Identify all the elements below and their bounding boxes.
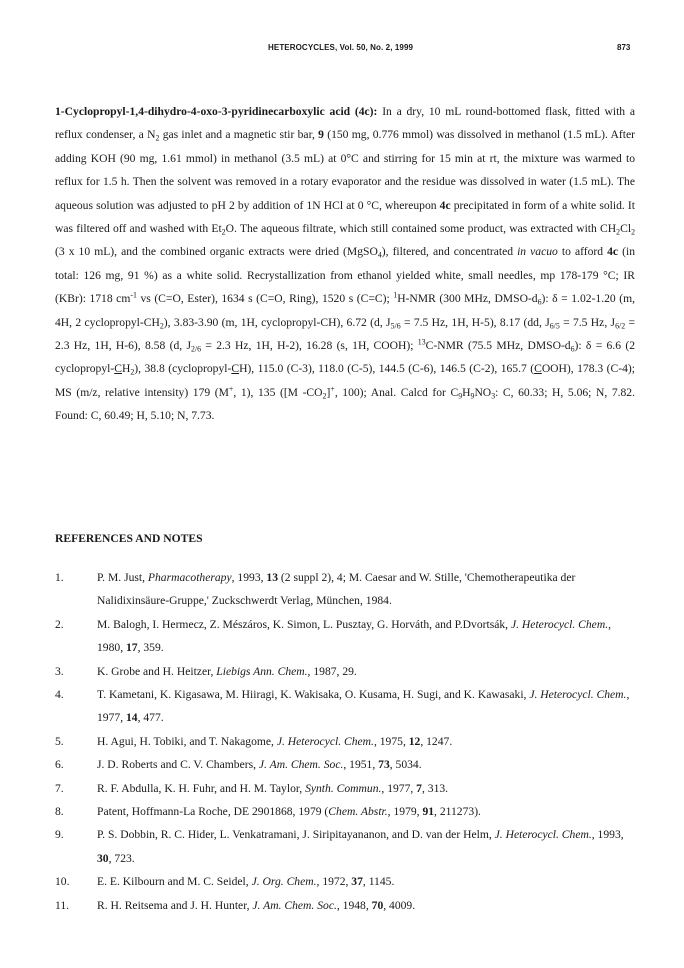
reference-pages: , 477. (137, 711, 164, 725)
journal-name: J. Heterocycl. Chem. (510, 617, 609, 631)
reference-number: 5. (55, 734, 64, 748)
volume: 30 (97, 851, 109, 865)
reference-authors: R. H. Reitsema and J. H. Hunter, (97, 898, 253, 912)
reference-item (55, 823, 635, 870)
subscript: 3 (491, 391, 496, 401)
reference-pages: , 4009. (383, 898, 416, 912)
text-run: ), 38.8 (cyclopropyl- (134, 362, 232, 376)
compound-title: 1-Cyclopropyl-1,4-dihydro-4-oxo-3-pyridinecarboxylic acid (4c): (55, 105, 378, 118)
subscript: 6/2 (615, 321, 626, 331)
reference-number: 4. (55, 688, 64, 702)
reference-authors: Patent, Hoffmann-La Roche, DE 2901868, 1979 ( (97, 805, 329, 819)
reference-year: , 1948, (336, 898, 372, 912)
reference-authors: M. Balogh, I. Hermecz, Z. Mészáros, K. Simon, L. Pusztay, G. Horváth, and P.Dvortsák, (97, 617, 511, 631)
superscript: -1 (130, 290, 137, 300)
reference-number: 3. (55, 664, 64, 678)
text-run: (3 x 10 mL), and the combined organic extracts were dried (MgSO (55, 245, 378, 259)
reference-item (55, 777, 635, 800)
reference-number: 9. (55, 828, 64, 842)
reference-year: , 1993, (231, 571, 267, 584)
superscript: + (330, 384, 335, 394)
text-run: (150 mg, 0.776 mmol) was dissolved in methanol (1.5 mL). After adding KOH (90 mg, 1.61 mmol) in methanol (3.5 mL) at 0°C and stirring for 15 min at rt, the mixture was warmed to reflux for 1.5 h. Then the solvent was removed in a rotary evaporator and the residue was dissolved in water (1.5 mL). The aqueous solution was adjusted to pH 2 by addition of 1N HCl at 0 °C, whereupon (55, 128, 636, 212)
subscript: 5/6 (390, 321, 401, 331)
reference-number: 6. (55, 758, 64, 772)
text-run: ), filtered, and concentrated (381, 245, 518, 259)
reference-item (55, 753, 635, 776)
reference-authors: P. S. Dobbin, R. C. Hider, L. Venkatramani, J. Siripitayananon, and D. van der Helm, (97, 828, 495, 842)
text-run: = 2.3 Hz, 1H, H-2), 16.28 (s, 1H, COOH); (201, 339, 418, 353)
reference-authors: E. E. Kilbourn and M. C. Seidel, (97, 875, 252, 889)
reference-pages: , 359. (137, 641, 164, 655)
volume: 13 (266, 571, 278, 584)
subscript: 2 (322, 391, 327, 401)
subscript: 6/5 (549, 321, 560, 331)
text-run: (in total: 126 mg, 91 %) as a white solid. Recrystallization from ethanol yielded white, small needles, mp 178-179 °C; IR (KBr): 1718 cm (55, 245, 636, 306)
text-run: , 1), 135 ([M -CO (233, 385, 323, 399)
volume: 7 (416, 781, 422, 795)
subscript: 2 (155, 133, 160, 143)
journal-name: J. Am. Chem. Soc. (252, 898, 337, 912)
journal-name: J. Heterocycl. Chem. (276, 734, 374, 748)
text-run: ), 3.83-3.90 (m, 1H, cyclopropyl-CH), 6.72 (d, J (163, 315, 391, 329)
volume: 91 (422, 805, 435, 819)
reference-item (55, 613, 635, 660)
text-run: ): δ = 1.02-1.20 (m, 4H, 2 cyclopropyl-CH (55, 292, 636, 329)
reference-authors: T. Kametani, K. Kigasawa, M. Hiiragi, K. Wakisaka, O. Kusama, H. Sugi, and K. Kawasaki, (97, 688, 530, 702)
subscript: 9 (470, 391, 475, 401)
reference-item (55, 660, 635, 683)
volume: 73 (378, 758, 390, 772)
text-run: OOH), 178.3 (C-4); MS (m/z, relative intensity) 179 (M (55, 362, 635, 399)
reference-year: , 1951, (343, 758, 379, 772)
reference-year: , 1975, (373, 734, 409, 748)
reference-authors: H. Agui, H. Tobiki, and T. Nakagome, (97, 734, 277, 748)
journal-name: Pharmacotherapy (147, 571, 232, 584)
journal-citation: HETEROCYCLES, Vol. 50, No. 2, 1999 (268, 43, 414, 52)
superscript: + (228, 384, 234, 394)
page-number: 873 (617, 43, 631, 52)
volume: 14 (125, 711, 138, 725)
text-run: In a dry, 10 mL round-bottomed flask, fitted with a reflux condenser, a N (55, 105, 636, 142)
text-run: = 2.3 Hz, 1H, H-6), 8.58 (d, J (55, 315, 636, 353)
text-run: to afford (557, 245, 608, 259)
text-run: O. The aqueous filtrate, which still contained some product, was extracted with CH (225, 222, 617, 236)
reference-year: , 1980, (97, 617, 611, 655)
subscript: 2 (159, 321, 164, 331)
subscript: 2 (631, 227, 635, 237)
text-run: : C, 60.33; H, 5.06; N, 7.82. Found: C, 60.49; H, 5.10; N, 7.73. (55, 385, 636, 423)
reference-pages: , 723. (108, 851, 135, 865)
text-run: H), 115.0 (C-3), 118.0 (C-5), 144.5 (C-6), 146.5 (C-2), 165.7 ( (239, 362, 535, 376)
text-run: ): δ = 6.6 (2 cyclopropyl- (55, 339, 636, 376)
reference-year: , 1977, (97, 688, 630, 725)
subscript: 2/6 (190, 344, 202, 354)
reference-year: , 1993, (591, 828, 624, 842)
reference-authors: R. F. Abdulla, K. H. Fuhr, and H. M. Taylor, (97, 781, 306, 795)
text-run: H-NMR (300 MHz, DMSO-d (397, 292, 538, 306)
running-header (0, 43, 684, 57)
journal-name: Synth. Commun. (305, 781, 382, 795)
reference-year: , 1979, (387, 805, 423, 819)
subscript: 9 (458, 391, 463, 401)
underlined-carbon: C (534, 362, 542, 376)
text-run: H (121, 362, 131, 376)
reference-number: 2. (55, 617, 64, 631)
reference-pages: , 211273). (434, 805, 481, 819)
reference-number: 10. (55, 875, 70, 889)
journal-name: J. Heterocycl. Chem. (494, 828, 592, 842)
experimental-paragraph (55, 100, 635, 428)
reference-year: , 1987, 29. (307, 664, 357, 678)
reference-item (55, 800, 635, 823)
reference-number: 8. (55, 805, 64, 819)
reference-item (55, 566, 635, 613)
subscript: 4 (377, 250, 382, 260)
text-run: = 7.5 Hz, 1H, H-5), 8.17 (dd, J (400, 315, 550, 329)
superscript: 13 (417, 337, 426, 347)
text-run: Cl (620, 222, 632, 236)
journal-name: Chem. Abstr. (328, 805, 388, 819)
text-run: C-NMR (75.5 MHz, DMSO-d (425, 339, 571, 353)
text-run: = 7.5 Hz, J (559, 315, 616, 329)
text-run: vs (C=O, Ester), 1634 s (C=O, Ring), 1520 s (C=C); (136, 292, 394, 306)
references-heading: REFERENCES AND NOTES (55, 532, 203, 545)
reference-pages: , 313. (421, 781, 449, 795)
reference-pages: (2 suppl 2), 4; M. Caesar and W. Stille, 'Chemotherapeutika der Nalidixinsäure-Gruppe,' Zuckschwerdt Verlag, München, 1984. (97, 571, 576, 608)
text-run: precipitated in form of a white solid. It was filtered off and washed with Et (55, 198, 635, 236)
superscript: 1 (393, 290, 398, 300)
reference-year: , 1977, (381, 781, 417, 795)
italic-phrase: in vacuo (517, 245, 558, 259)
journal-name: Liebigs Ann. Chem. (216, 664, 308, 678)
volume: 37 (351, 875, 363, 889)
journal-name: J. Org. Chem. (251, 875, 317, 889)
subscript: 2 (221, 227, 226, 237)
reference-item (55, 683, 635, 730)
subscript: 2 (130, 367, 135, 377)
reference-authors: P. M. Just, (97, 571, 148, 584)
journal-name: J. Heterocycl. Chem. (529, 688, 627, 702)
reference-list (55, 566, 635, 917)
reference-number: 1. (55, 571, 64, 584)
compound-ref: 9 (318, 128, 324, 142)
reference-number: 11. (55, 898, 70, 912)
reference-item (55, 730, 635, 753)
reference-item (55, 870, 635, 893)
volume: 17 (125, 641, 138, 655)
text-run: NO (474, 385, 492, 399)
subscript: 2 (616, 227, 621, 237)
underlined-carbon: C (231, 362, 240, 376)
text-run: H (462, 385, 471, 399)
subscript: 6 (570, 344, 575, 354)
subscript: 6 (537, 297, 542, 307)
text-run: ] (326, 385, 331, 399)
reference-authors: K. Grobe and H. Heitzer, (97, 664, 217, 678)
reference-pages: , 1145. (362, 875, 395, 889)
journal-name: J. Am. Chem. Soc. (258, 758, 344, 772)
reference-authors: J. D. Roberts and C. V. Chambers, (97, 758, 259, 772)
compound-ref: 4c (607, 245, 619, 259)
volume: 12 (408, 734, 421, 748)
reference-pages: , 5034. (389, 758, 422, 772)
reference-number: 7. (55, 781, 64, 795)
reference-item (55, 894, 635, 917)
volume: 70 (371, 898, 384, 912)
underlined-carbon: C (114, 362, 122, 376)
text-run: , 100); Anal. Calcd for C (334, 385, 459, 399)
reference-year: , 1972, (316, 875, 352, 889)
reference-pages: , 1247. (420, 734, 453, 748)
compound-ref: 4c (439, 198, 451, 212)
text-run: gas inlet and a magnetic stir bar, (159, 128, 319, 142)
